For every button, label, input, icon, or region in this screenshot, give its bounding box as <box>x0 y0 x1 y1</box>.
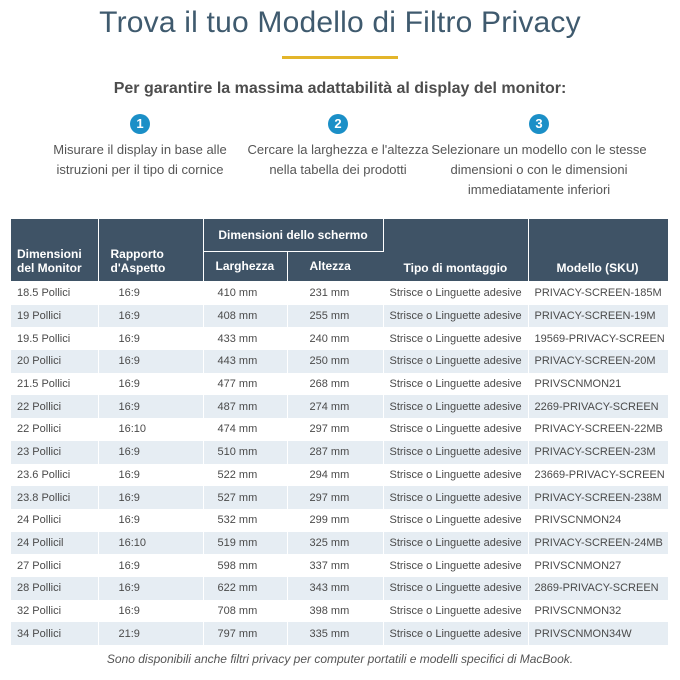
mount-type-cell: Strisce o Linguette adesive <box>383 532 528 555</box>
height-cell: 231 mm <box>287 282 383 305</box>
sku-cell: PRIVSCNMON32 <box>528 600 668 623</box>
col-header-mount: Tipo di montaggio <box>383 219 528 282</box>
mount-type-cell: Strisce o Linguette adesive <box>383 282 528 305</box>
width-cell: 598 mm <box>203 554 287 577</box>
sku-cell: 2269-PRIVACY-SCREEN <box>528 395 668 418</box>
width-cell: 477 mm <box>203 373 287 396</box>
monitor-size-cell: 18.5 Pollici <box>11 282 98 305</box>
col-header-width: Larghezza <box>203 251 287 281</box>
table-row <box>11 350 668 373</box>
aspect-ratio-cell: 16:9 <box>98 464 203 487</box>
mount-type-cell: Strisce o Linguette adesive <box>383 418 528 441</box>
width-cell: 797 mm <box>203 622 287 645</box>
aspect-ratio-cell: 16:9 <box>98 554 203 577</box>
aspect-ratio-cell: 16:9 <box>98 282 203 305</box>
monitor-size-cell: 19 Pollici <box>11 305 98 328</box>
sku-cell: PRIVACY-SCREEN-19M <box>528 305 668 328</box>
monitor-size-cell: 22 Pollici <box>11 418 98 441</box>
width-cell: 410 mm <box>203 282 287 305</box>
height-cell: 268 mm <box>287 373 383 396</box>
height-cell: 287 mm <box>287 441 383 464</box>
step-number-badge: 1 <box>130 114 150 134</box>
height-cell: 335 mm <box>287 622 383 645</box>
width-cell: 408 mm <box>203 305 287 328</box>
sku-cell: 19569-PRIVACY-SCREEN <box>528 327 668 350</box>
aspect-ratio-cell: 16:9 <box>98 305 203 328</box>
mount-type-cell: Strisce o Linguette adesive <box>383 554 528 577</box>
height-cell: 297 mm <box>287 418 383 441</box>
width-cell: 519 mm <box>203 532 287 555</box>
width-cell: 532 mm <box>203 509 287 532</box>
aspect-ratio-cell: 16:9 <box>98 373 203 396</box>
sku-cell: PRIVACY-SCREEN-23M <box>528 441 668 464</box>
col-header-height: Altezza <box>287 251 383 281</box>
table-row <box>11 486 668 509</box>
width-cell: 622 mm <box>203 577 287 600</box>
product-table <box>11 219 668 645</box>
monitor-size-cell: 23.6 Pollici <box>11 464 98 487</box>
sku-cell: PRIVACY-SCREEN-20M <box>528 350 668 373</box>
monitor-size-cell: 27 Pollici <box>11 554 98 577</box>
sku-cell: PRIVSCNMON21 <box>528 373 668 396</box>
footnote: Sono disponibili anche filtri privacy per computer portatili e modelli specifici di MacBook. <box>106 652 574 666</box>
aspect-ratio-cell: 16:10 <box>98 418 203 441</box>
aspect-ratio-cell: 16:9 <box>98 486 203 509</box>
monitor-size-cell: 32 Pollici <box>11 600 98 623</box>
table-row <box>11 305 668 328</box>
table-row <box>11 418 668 441</box>
mount-type-cell: Strisce o Linguette adesive <box>383 350 528 373</box>
table-row <box>11 282 668 305</box>
width-cell: 443 mm <box>203 350 287 373</box>
sku-cell: 23669-PRIVACY-SCREEN <box>528 464 668 487</box>
height-cell: 325 mm <box>287 532 383 555</box>
table-row <box>11 509 668 532</box>
sku-cell: PRIVACY-SCREEN-238M <box>528 486 668 509</box>
monitor-size-cell: 22 Pollici <box>11 395 98 418</box>
aspect-ratio-cell: 16:9 <box>98 327 203 350</box>
step-number-badge: 3 <box>529 114 549 134</box>
table-body <box>11 282 668 646</box>
aspect-ratio-cell: 21:9 <box>98 622 203 645</box>
height-cell: 294 mm <box>287 464 383 487</box>
mount-type-cell: Strisce o Linguette adesive <box>383 373 528 396</box>
aspect-ratio-cell: 16:9 <box>98 350 203 373</box>
monitor-size-cell: 23 Pollici <box>11 441 98 464</box>
monitor-size-cell: 21.5 Pollici <box>11 373 98 396</box>
table-row <box>11 373 668 396</box>
mount-type-cell: Strisce o Linguette adesive <box>383 441 528 464</box>
width-cell: 433 mm <box>203 327 287 350</box>
table-row <box>11 464 668 487</box>
sku-cell: PRIVACY-SCREEN-24MB <box>528 532 668 555</box>
table-row <box>11 577 668 600</box>
table-row <box>11 554 668 577</box>
sku-cell: PRIVACY-SCREEN-185M <box>528 282 668 305</box>
mount-type-cell: Strisce o Linguette adesive <box>383 509 528 532</box>
width-cell: 510 mm <box>203 441 287 464</box>
step-text: Misurare il display in base alle istruzioni per il tipo di cornice <box>53 142 227 177</box>
table-row <box>11 327 668 350</box>
aspect-ratio-cell: 16:9 <box>98 577 203 600</box>
aspect-ratio-cell: 16:9 <box>98 395 203 418</box>
height-cell: 398 mm <box>287 600 383 623</box>
monitor-size-cell: 34 Pollici <box>11 622 98 645</box>
monitor-size-cell: 24 Pollici <box>11 509 98 532</box>
height-cell: 274 mm <box>287 395 383 418</box>
height-cell: 297 mm <box>287 486 383 509</box>
mount-type-cell: Strisce o Linguette adesive <box>383 622 528 645</box>
table-row <box>11 532 668 555</box>
page-title: Trova il tuo Modello di Filtro Privacy <box>99 6 581 39</box>
height-cell: 343 mm <box>287 577 383 600</box>
height-cell: 250 mm <box>287 350 383 373</box>
step-3 <box>430 114 648 200</box>
col-header-aspect: Rapporto d'Aspetto <box>98 219 203 282</box>
aspect-ratio-cell: 16:9 <box>98 509 203 532</box>
sku-cell: 2869-PRIVACY-SCREEN <box>528 577 668 600</box>
aspect-ratio-cell: 16:10 <box>98 532 203 555</box>
aspect-ratio-cell: 16:9 <box>98 441 203 464</box>
height-cell: 299 mm <box>287 509 383 532</box>
sku-cell: PRIVSCNMON27 <box>528 554 668 577</box>
table-row <box>11 622 668 645</box>
height-cell: 337 mm <box>287 554 383 577</box>
step-2 <box>228 114 448 180</box>
col-header-monitor: Dimensioni del Monitor <box>11 219 98 282</box>
width-cell: 474 mm <box>203 418 287 441</box>
table-row <box>11 600 668 623</box>
monitor-size-cell: 20 Pollici <box>11 350 98 373</box>
table-row <box>11 395 668 418</box>
sku-cell: PRIVSCNMON34W <box>528 622 668 645</box>
sku-cell: PRIVSCNMON24 <box>528 509 668 532</box>
height-cell: 255 mm <box>287 305 383 328</box>
step-text: Cercare la larghezza e l'altezza nella tabella dei prodotti <box>247 142 429 177</box>
height-cell: 240 mm <box>287 327 383 350</box>
sku-cell: PRIVACY-SCREEN-22MB <box>528 418 668 441</box>
monitor-size-cell: 23.8 Pollici <box>11 486 98 509</box>
page-subtitle: Per garantire la massima adattabilità al display del monitor: <box>113 80 567 97</box>
mount-type-cell: Strisce o Linguette adesive <box>383 577 528 600</box>
mount-type-cell: Strisce o Linguette adesive <box>383 395 528 418</box>
width-cell: 522 mm <box>203 464 287 487</box>
width-cell: 487 mm <box>203 395 287 418</box>
mount-type-cell: Strisce o Linguette adesive <box>383 327 528 350</box>
monitor-size-cell: 28 Pollici <box>11 577 98 600</box>
mount-type-cell: Strisce o Linguette adesive <box>383 464 528 487</box>
aspect-ratio-cell: 16:9 <box>98 600 203 623</box>
mount-type-cell: Strisce o Linguette adesive <box>383 600 528 623</box>
step-1 <box>30 114 250 180</box>
step-text: Selezionare un modello con le stesse dimensioni o con le dimensioni immediatamente inferiori <box>431 142 647 197</box>
mount-type-cell: Strisce o Linguette adesive <box>383 486 528 509</box>
mount-type-cell: Strisce o Linguette adesive <box>383 305 528 328</box>
col-header-screen-group: Dimensioni dello schermo <box>203 219 383 251</box>
table-row <box>11 441 668 464</box>
monitor-size-cell: 19.5 Pollici <box>11 327 98 350</box>
col-header-sku: Modello (SKU) <box>528 219 668 282</box>
width-cell: 527 mm <box>203 486 287 509</box>
title-underline <box>282 56 398 59</box>
width-cell: 708 mm <box>203 600 287 623</box>
monitor-size-cell: 24 Pollicil <box>11 532 98 555</box>
step-number-badge: 2 <box>328 114 348 134</box>
